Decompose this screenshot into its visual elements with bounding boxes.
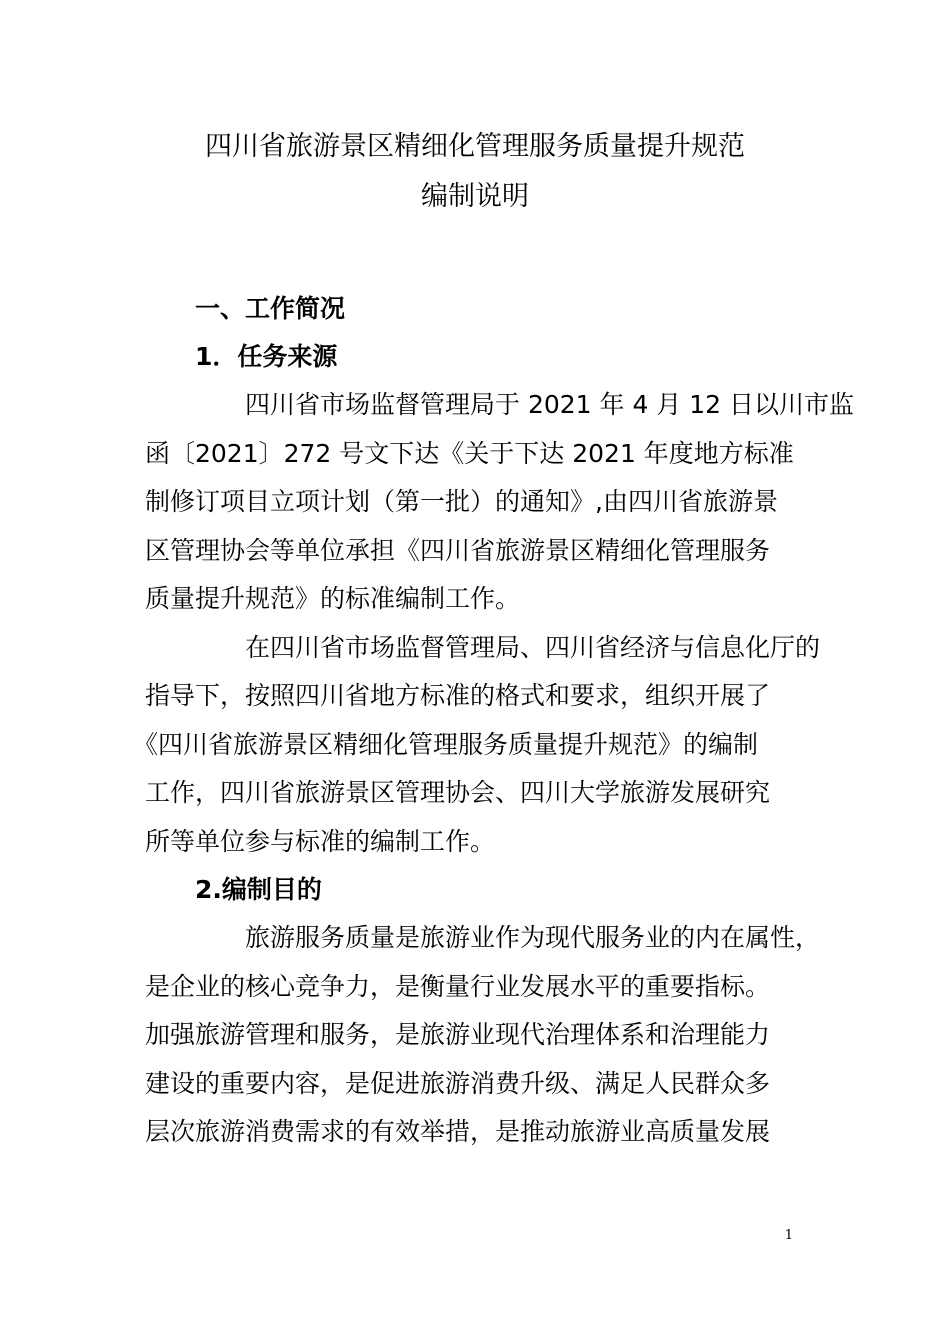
paragraph-line: 旅游服务质量是旅游业作为现代服务业的内在属性， bbox=[245, 923, 821, 952]
paragraph-line: 在四川省市场监督管理局、四川省经济与信息化厅的 bbox=[245, 632, 821, 662]
paragraph-line: 层次旅游消费需求的有效举措，是推动旅游业高质量发展 bbox=[145, 1117, 771, 1146]
paragraph-line: 《四川省旅游景区精细化管理服务质量提升规范》的编制 bbox=[133, 729, 759, 759]
document-title: 四川省旅游景区精细化管理服务质量提升规范 bbox=[205, 131, 745, 162]
paragraph-line: 区管理协会等单位承担《四川省旅游景区精细化管理服务 bbox=[145, 535, 771, 565]
paragraph-line: 建设的重要内容，是促进旅游消费升级、满足人民群众多 bbox=[145, 1068, 771, 1098]
paragraph-line: 工作，四川省旅游景区管理协会、四川大学旅游发展研究 bbox=[145, 778, 771, 807]
paragraph-line: 四川省市场监督管理局于 2021 年 4 月 12 日以川市监 bbox=[245, 390, 855, 419]
paragraph-line: 函〔2021〕272 号文下达《关于下达 2021 年度地方标准 bbox=[145, 438, 794, 468]
paragraph-guidance bbox=[133, 624, 821, 867]
paragraph-line: 加强旅游管理和服务，是旅游业现代治理体系和治理能力 bbox=[145, 1020, 771, 1049]
paragraph-line: 质量提升规范》的标准编制工作。 bbox=[145, 584, 521, 613]
paragraph-line: 所等单位参与标准的编制工作。 bbox=[145, 826, 496, 856]
page-number: 1 bbox=[784, 1228, 793, 1243]
subsection-heading-task-source: 1．任务来源 bbox=[195, 342, 338, 371]
section-heading-work-overview: 一、工作简况 bbox=[195, 294, 346, 323]
paragraph-line: 制修订项目立项计划（第一批）的通知》,由四川省旅游景 bbox=[145, 487, 778, 516]
subsection-heading-purpose: 2.编制目的 bbox=[195, 875, 322, 904]
document-body bbox=[133, 285, 855, 1157]
paragraph-purpose bbox=[145, 914, 821, 1157]
document-subtitle: 编制说明 bbox=[421, 181, 529, 212]
paragraph-line: 指导下，按照四川省地方标准的格式和要求，组织开展了 bbox=[145, 681, 771, 710]
paragraph-task-source bbox=[145, 381, 855, 624]
paragraph-line: 是企业的核心竞争力，是衡量行业发展水平的重要指标。 bbox=[145, 971, 771, 1001]
